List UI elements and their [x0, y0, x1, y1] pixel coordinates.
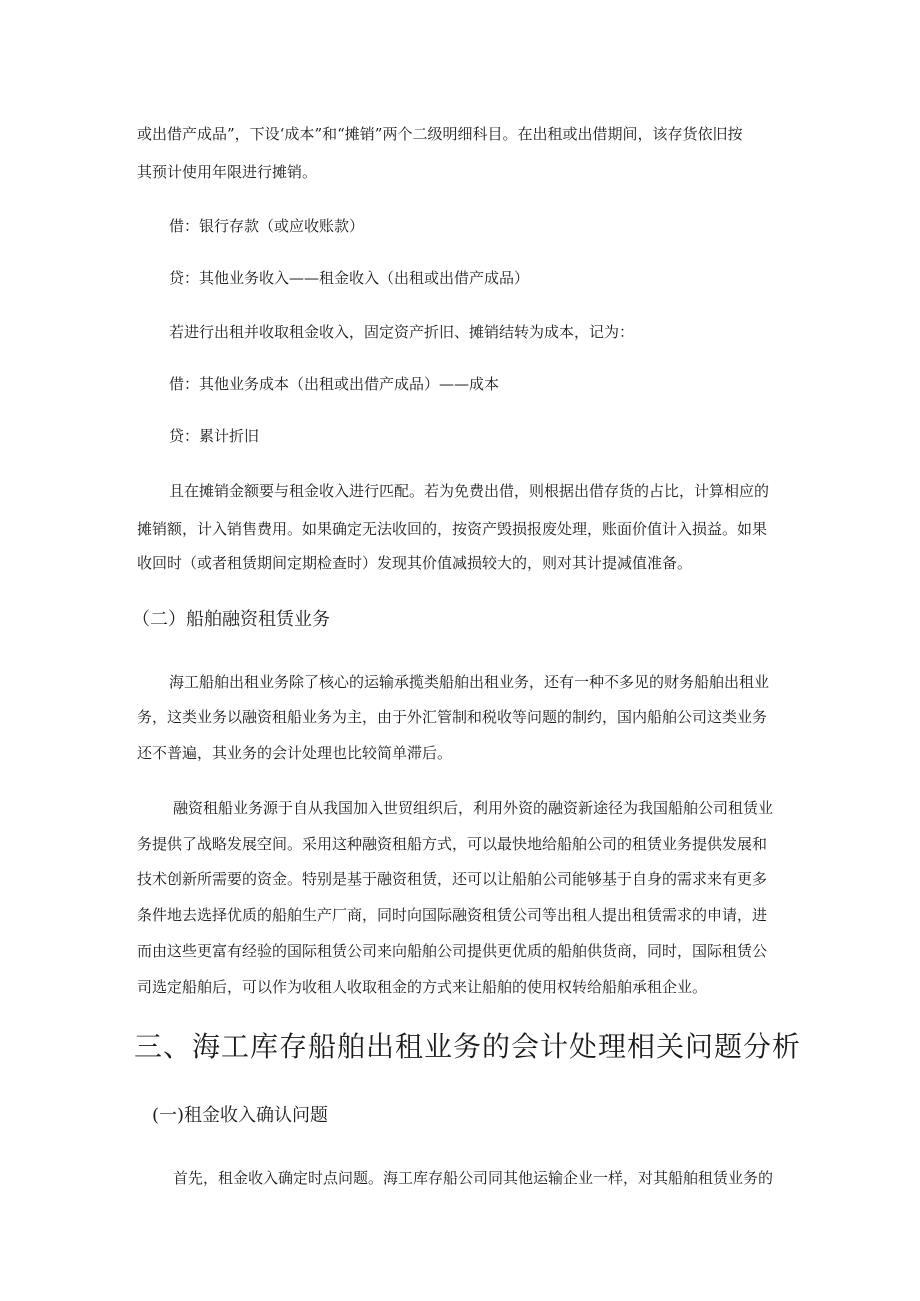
amortization-line-3: 收回时（或者租赁期间定期检查时）发现其价值减损较大的，则对其计提减值准备。	[137, 554, 693, 572]
continuation-line-2: 其预计使用年限进行摊销。	[137, 163, 318, 181]
finance-para-2-line-3: 技术创新所需要的资金。特别是基于融资租赁，还可以让船舶公司能够基于自身的需求来有更多	[137, 870, 768, 888]
rent-note-text: 若进行出租并收取租金收入，固定资产折旧、摊销结转为成本，记为：	[169, 323, 635, 341]
final-para-line-1: 首先，租金收入确定时点问题。海工库存船公司同其他运输企业一样，对其船舶租赁业务的	[173, 1169, 774, 1187]
journal-entry-2-credit: 贷：累计折旧	[169, 427, 260, 445]
amortization-line-1: 且在摊销金额要与租金收入进行匹配。若为免费出借，则根据出借存货的占比，计算相应的	[169, 482, 770, 500]
finance-para-2-line-2: 务提供了战略发展空间。采用这种融资租船方式，可以最快地给船舶公司的租赁业务提供发展和	[137, 835, 768, 853]
finance-para-2-line-6: 司选定船舶后，可以作为收租人收取租金的方式来让船舶的使用权转给船舶承租企业。	[137, 978, 708, 996]
continuation-line-1: 或出借产成品”，下设‘成本”和“摊销”两个二级明细科目。在出租或出借期间，该存货依旧按	[137, 125, 743, 143]
finance-para-2-line-5: 而由这些更富有经验的国际租赁公司来向船舶公司提供更优质的船舶供货商，同时，国际租赁公	[137, 942, 768, 960]
subheading-rent-income-recognition: (一)租金收入确认问题	[152, 1105, 329, 1126]
amortization-line-2: 摊销额，计入销售费用。如果确定无法收回的，按资产毁损报废处理，账面价值计入损益。如果	[137, 520, 768, 538]
finance-para-2-line-1: 融资租船业务源于自从我国加入世贸组织后，利用外资的融资新途径为我国船舶公司租赁业	[173, 799, 774, 817]
finance-para-1-line-2: 务，这类业务以融资租船业务为主，由于外汇管制和税收等问题的制约，国内船舶公司这类业务	[137, 708, 768, 726]
journal-entry-2-debit: 借：其他业务成本（出租或出借产成品）——成本	[169, 375, 500, 393]
subheading-finance-lease: （二）船舶融资租赁业务	[132, 609, 330, 630]
finance-para-1-line-1: 海工船舶出租业务除了核心的运输承揽类船舶出租业务，还有一种不多见的财务船舶出租业	[169, 673, 770, 691]
finance-para-1-line-3: 还不普遍，其业务的会计处理也比较简单滞后。	[137, 744, 453, 762]
finance-para-2-line-4: 条件地去选择优质的船舶生产厂商，同时向国际融资租赁公司等出租人提出租赁需求的申请，进	[137, 906, 768, 924]
journal-entry-1-credit: 贷：其他业务收入——租金收入（出租或出借产成品）	[169, 269, 530, 287]
section-3-heading: 三、海工库存船舶出租业务的会计处理相关问题分析	[134, 1030, 802, 1063]
journal-entry-1-debit: 借：银行存款（或应收账款）	[169, 217, 365, 235]
